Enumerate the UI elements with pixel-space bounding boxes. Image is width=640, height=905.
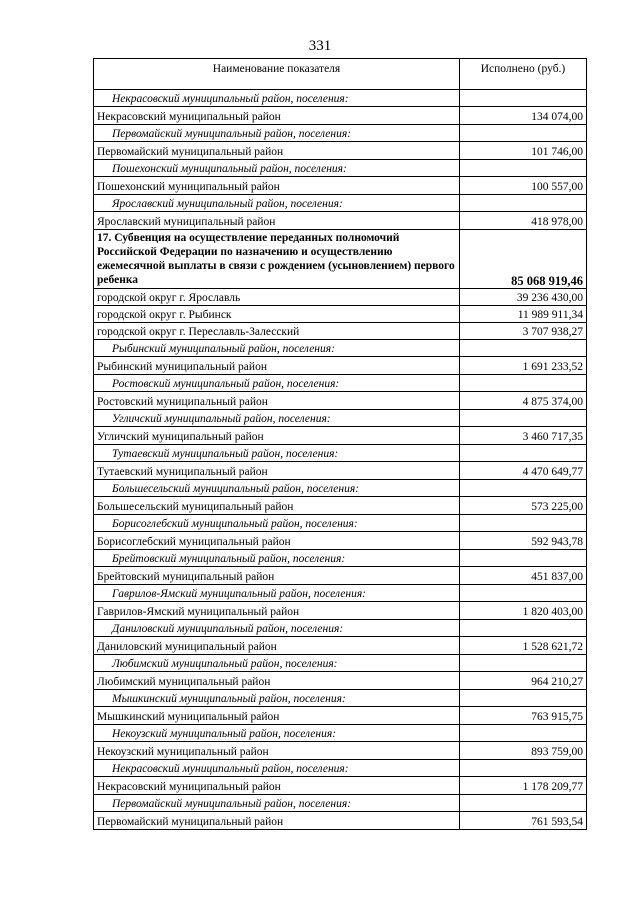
table-row: [94, 602, 587, 620]
row-value: [460, 195, 587, 212]
section-total: 85 068 919,46: [460, 230, 587, 289]
row-name: Рыбинский муниципальный район, поселения:: [94, 340, 460, 357]
row-name: городской округ г. Переславль-Залесский: [94, 323, 460, 340]
subheading-row: [94, 585, 587, 602]
row-value: 3 460 717,35: [460, 427, 587, 445]
subheading-row: [94, 375, 587, 392]
column-header-value: Исполнено (руб.): [460, 59, 587, 90]
table-row: [94, 462, 587, 480]
row-value: [460, 445, 587, 462]
row-name: городской округ г. Ярославль: [94, 289, 460, 306]
row-name: Ярославский муниципальный район: [94, 212, 460, 230]
row-name: Большесельский муниципальный район: [94, 497, 460, 515]
row-value: 1 528 621,72: [460, 637, 587, 655]
table-row: [94, 777, 587, 795]
rows-top: [94, 90, 587, 230]
table-row: [94, 637, 587, 655]
row-name: Борисоглебский муниципальный район, поселения:: [94, 515, 460, 532]
row-name: Любимский муниципальный район, поселения:: [94, 655, 460, 672]
subheading-row: [94, 410, 587, 427]
row-value: 1 178 209,77: [460, 777, 587, 795]
page-number: 331: [308, 38, 332, 54]
row-value: [460, 125, 587, 142]
row-name: Некоузский муниципальный район: [94, 742, 460, 760]
subheading-row: [94, 690, 587, 707]
row-name: Рыбинский муниципальный район: [94, 357, 460, 375]
subheading-row: [94, 445, 587, 462]
row-name: Первомайский муниципальный район: [94, 812, 460, 830]
row-name: Даниловский муниципальный район: [94, 637, 460, 655]
row-name: Борисоглебский муниципальный район: [94, 532, 460, 550]
row-name: Мышкинский муниципальный район, поселения:: [94, 690, 460, 707]
row-value: 761 593,54: [460, 812, 587, 830]
row-value: 893 759,00: [460, 742, 587, 760]
row-name: Ярославский муниципальный район, поселения:: [94, 195, 460, 212]
subheading-row: [94, 480, 587, 497]
subheading-row: [94, 160, 587, 177]
row-name: Пошехонский муниципальный район: [94, 177, 460, 195]
section-row: [94, 230, 587, 289]
subheading-row: [94, 655, 587, 672]
table-row: [94, 107, 587, 125]
row-name: Гаврилов-Ямский муниципальный район, поселения:: [94, 585, 460, 602]
row-value: 573 225,00: [460, 497, 587, 515]
table-row: [94, 812, 587, 830]
subheading-row: [94, 125, 587, 142]
table-row: [94, 212, 587, 230]
row-name: Некоузский муниципальный район, поселения:: [94, 725, 460, 742]
table-row: [94, 567, 587, 585]
column-header-name: Наименование показателя: [94, 59, 460, 90]
row-name: Первомайский муниципальный район, поселения:: [94, 795, 460, 812]
row-name: Некрасовский муниципальный район, поселения:: [94, 90, 460, 107]
row-value: [460, 375, 587, 392]
row-value: 964 210,27: [460, 672, 587, 690]
rows-bottom: [94, 289, 587, 830]
row-name: Даниловский муниципальный район, поселения:: [94, 620, 460, 637]
row-value: [460, 90, 587, 107]
row-value: 39 236 430,00: [460, 289, 587, 306]
table-header-row: [94, 59, 587, 90]
row-value: [460, 725, 587, 742]
row-name: Тутаевский муниципальный район, поселения:: [94, 445, 460, 462]
row-value: 134 074,00: [460, 107, 587, 125]
row-value: [460, 760, 587, 777]
table-row: [94, 427, 587, 445]
table-row: [94, 289, 587, 306]
table-row: [94, 177, 587, 195]
row-name: Ростовский муниципальный район: [94, 392, 460, 410]
table-row: [94, 532, 587, 550]
row-value: 100 557,00: [460, 177, 587, 195]
row-value: 3 707 938,27: [460, 323, 587, 340]
row-name: Некрасовский муниципальный район, поселения:: [94, 760, 460, 777]
row-value: [460, 550, 587, 567]
table-row: [94, 742, 587, 760]
row-value: 763 915,75: [460, 707, 587, 725]
subheading-row: [94, 515, 587, 532]
row-value: 4 875 374,00: [460, 392, 587, 410]
row-value: 1 820 403,00: [460, 602, 587, 620]
row-value: [460, 795, 587, 812]
section-title: 17. Субвенция на осуществление переданных полномочий Российской Федерации по назначению и осуществлению ежемесячной выплаты в связи с рождением (усыновлением) первого ребенка: [94, 230, 460, 289]
table-row: [94, 497, 587, 515]
subheading-row: [94, 725, 587, 742]
subheading-row: [94, 90, 587, 107]
subheading-row: [94, 550, 587, 567]
table-row: [94, 707, 587, 725]
table-row: [94, 672, 587, 690]
row-value: 592 943,78: [460, 532, 587, 550]
row-value: [460, 620, 587, 637]
row-value: 1 691 233,52: [460, 357, 587, 375]
row-name: Некрасовский муниципальный район: [94, 777, 460, 795]
subheading-row: [94, 195, 587, 212]
subheading-row: [94, 760, 587, 777]
row-value: [460, 655, 587, 672]
section-block: [94, 230, 587, 289]
row-value: 11 989 911,34: [460, 306, 587, 323]
row-name: Мышкинский муниципальный район: [94, 707, 460, 725]
row-value: 418 978,00: [460, 212, 587, 230]
table-row: [94, 357, 587, 375]
subheading-row: [94, 620, 587, 637]
row-name: Пошехонский муниципальный район, поселения:: [94, 160, 460, 177]
row-name: Первомайский муниципальный район: [94, 142, 460, 160]
row-name: Некрасовский муниципальный район: [94, 107, 460, 125]
row-name: Большесельский муниципальный район, поселения:: [94, 480, 460, 497]
row-name: Брейтовский муниципальный район, поселения:: [94, 550, 460, 567]
table-row: [94, 306, 587, 323]
subheading-row: [94, 795, 587, 812]
row-value: [460, 515, 587, 532]
row-value: [460, 410, 587, 427]
row-name: Тутаевский муниципальный район: [94, 462, 460, 480]
row-name: Гаврилов-Ямский муниципальный район: [94, 602, 460, 620]
row-name: Первомайский муниципальный район, поселения:: [94, 125, 460, 142]
row-name: Брейтовский муниципальный район: [94, 567, 460, 585]
budget-execution-table: [93, 58, 587, 830]
row-name: Угличский муниципальный район, поселения:: [94, 410, 460, 427]
table-row: [94, 392, 587, 410]
row-name: Ростовский муниципальный район, поселения:: [94, 375, 460, 392]
row-name: Любимский муниципальный район: [94, 672, 460, 690]
row-value: 4 470 649,77: [460, 462, 587, 480]
row-name: городской округ г. Рыбинск: [94, 306, 460, 323]
row-value: 101 746,00: [460, 142, 587, 160]
row-name: Угличский муниципальный район: [94, 427, 460, 445]
table-row: [94, 323, 587, 340]
row-value: [460, 340, 587, 357]
table-row: [94, 142, 587, 160]
row-value: [460, 690, 587, 707]
row-value: 451 837,00: [460, 567, 587, 585]
row-value: [460, 480, 587, 497]
row-value: [460, 160, 587, 177]
row-value: [460, 585, 587, 602]
subheading-row: [94, 340, 587, 357]
